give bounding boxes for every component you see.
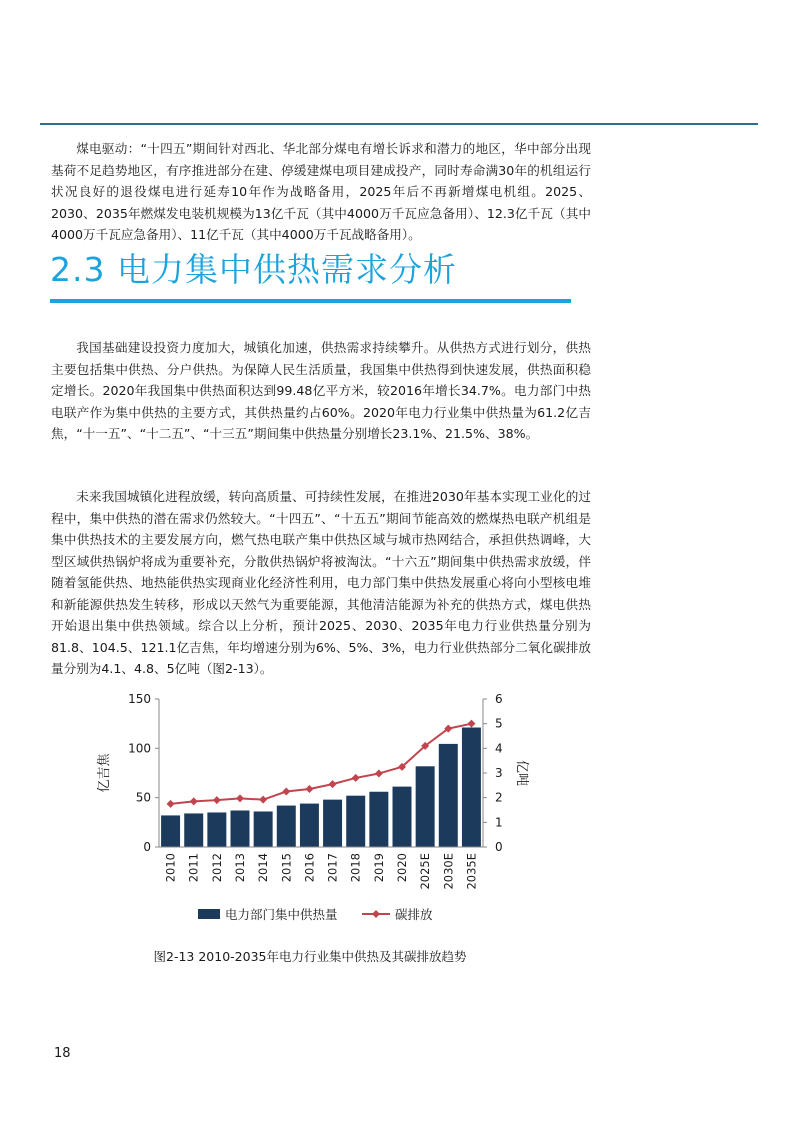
bar-2019 (369, 792, 388, 847)
emission-point-2016 (305, 785, 313, 793)
x-tick-label: 2013 (233, 853, 247, 883)
emission-point-2035E (467, 720, 475, 728)
bar-2017 (323, 800, 342, 847)
section-title-underline (50, 299, 571, 303)
x-tick-label: 2014 (256, 853, 271, 883)
bar-2020 (393, 787, 412, 847)
legend-line-marker (372, 910, 380, 918)
right-axis-title: 亿吨 (514, 759, 529, 787)
bar-2011 (184, 813, 203, 847)
emission-point-2017 (329, 780, 337, 788)
header-rule (40, 123, 758, 125)
left-tick-label: 150 (128, 692, 151, 706)
emission-point-2010 (167, 800, 175, 808)
section-title: 2.3 电力集中供热需求分析 (50, 250, 457, 289)
right-tick-label: 5 (495, 716, 503, 731)
bar-2014 (254, 811, 273, 847)
emission-point-2014 (259, 796, 267, 804)
emission-point-2011 (190, 797, 198, 805)
x-tick-label: 2011 (186, 853, 201, 883)
x-tick-label: 2018 (348, 853, 363, 883)
right-tick-label: 6 (495, 692, 503, 706)
paragraph-heat-demand-current: 我国基础建设投资力度加大，城镇化加速，供热需求持续攀升。从供热方式进行划分，供热主要包括集中供热、分户供热。为保障人民生活质量，我国集中供热得到快速发展，供热面积稳定增长。2020年我国集中供热面积达到99.48亿平方米，较2016年增长34.7%。电力部门中热电联产作为集中供热的主要方式，其供热量约占60%。2020年电力行业集中供热量为61.2亿吉焦，“十一五”、“十二五”、“十三五”期间集中供热量分别增长23.1%、21.5%、38%。 (51, 340, 591, 441)
x-tick-label: 2030E (441, 853, 456, 890)
bar-2010 (161, 815, 180, 847)
heat-emission-chart (90, 685, 530, 935)
x-tick-label: 2025E (418, 853, 433, 890)
left-tick-label: 50 (135, 790, 151, 805)
emission-point-2012 (213, 796, 221, 804)
bar-2013 (231, 810, 250, 847)
paragraph-heat-demand-forecast: 未来我国城镇化进程放缓，转向高质量、可持续性发展，在推进2030年基本实现工业化的过程中，集中供热的潜在需求仍然较大。“十四五”、“十五五”期间节能高效的燃煤热电联产机组是集中供热技术的主要发展方向，燃气热电联产集中供热区域与城市热网结合，承担供热调峰，大型区域供热锅炉将成为重要补充，分散供热锅炉将被淘汰。“十六五”期间集中供热需求放缓，伴随着氢能供热、地热能供热实现商业化经济性利用，电力部门集中供热发展重心将向小型核电堆和新能源供热发生转移，形成以天然气为重要能源，其他清洁能源为补充的供热方式，煤电供热开始退出集中供热领域。综合以上分析，预计2025、2030、2035年电力行业供热量分别为81.8、104.5、121.1亿吉焦，年均增速分别为6%、5%、3%，电力行业供热部分二氧化碳排放量分别为4.1、4.8、5亿吨（图2-13）。 (51, 489, 591, 676)
x-tick-label: 2020 (395, 853, 409, 883)
legend-bar-label: 电力部门集中供热量 (225, 907, 338, 922)
figure-caption: 图2-13 2010-2035年电力行业集中供热及其碳排放趋势 (153, 949, 467, 964)
bar-2018 (346, 796, 365, 847)
legend-line-label: 碳排放 (395, 907, 433, 922)
bar-2016 (300, 804, 319, 847)
right-tick-label: 0 (495, 840, 503, 854)
emission-point-2018 (352, 774, 360, 782)
bar-2012 (207, 812, 226, 847)
right-tick-label: 2 (495, 790, 503, 805)
x-tick-label: 2017 (325, 853, 340, 883)
emission-point-2015 (282, 788, 290, 796)
legend-bar-swatch (198, 909, 220, 919)
left-tick-label: 100 (128, 741, 151, 756)
bar-2030E (439, 744, 458, 847)
x-tick-label: 2035E (464, 853, 479, 890)
page-number: 18 (54, 1046, 71, 1061)
emission-point-2019 (375, 769, 383, 777)
paragraph-coal-power: 煤电驱动：“十四五”期间针对西北、华北部分煤电有增长诉求和潜力的地区，华中部分出现基荷不足趋势地区，有序推进部分在建、停缓建煤电项目建成投产，同时寿命满30年的机组运行状况良好的退役煤电进行延寿10年作为战略备用，2025年后不再新增煤电机组。2025、2030、2035年燃煤发电装机规模为13亿千瓦（其中4000万千瓦应急备用）、12.3亿千瓦（其中4000万千瓦应急备用）、11亿千瓦（其中4000万千瓦战略备用）。 (51, 141, 591, 242)
left-tick-label: 0 (143, 840, 151, 854)
x-tick-label: 2015 (279, 853, 294, 883)
x-tick-label: 2012 (209, 853, 224, 883)
x-tick-label: 2016 (302, 853, 317, 883)
left-axis-title: 亿吉焦 (97, 753, 112, 793)
right-tick-label: 4 (495, 741, 503, 756)
bar-2025E (416, 766, 435, 847)
emission-point-2013 (236, 794, 244, 802)
x-tick-label: 2010 (163, 853, 178, 883)
x-tick-label: 2019 (371, 853, 386, 883)
bar-2035E (462, 728, 481, 847)
right-tick-label: 3 (495, 766, 503, 780)
bar-2015 (277, 806, 296, 847)
right-tick-label: 1 (495, 815, 503, 830)
